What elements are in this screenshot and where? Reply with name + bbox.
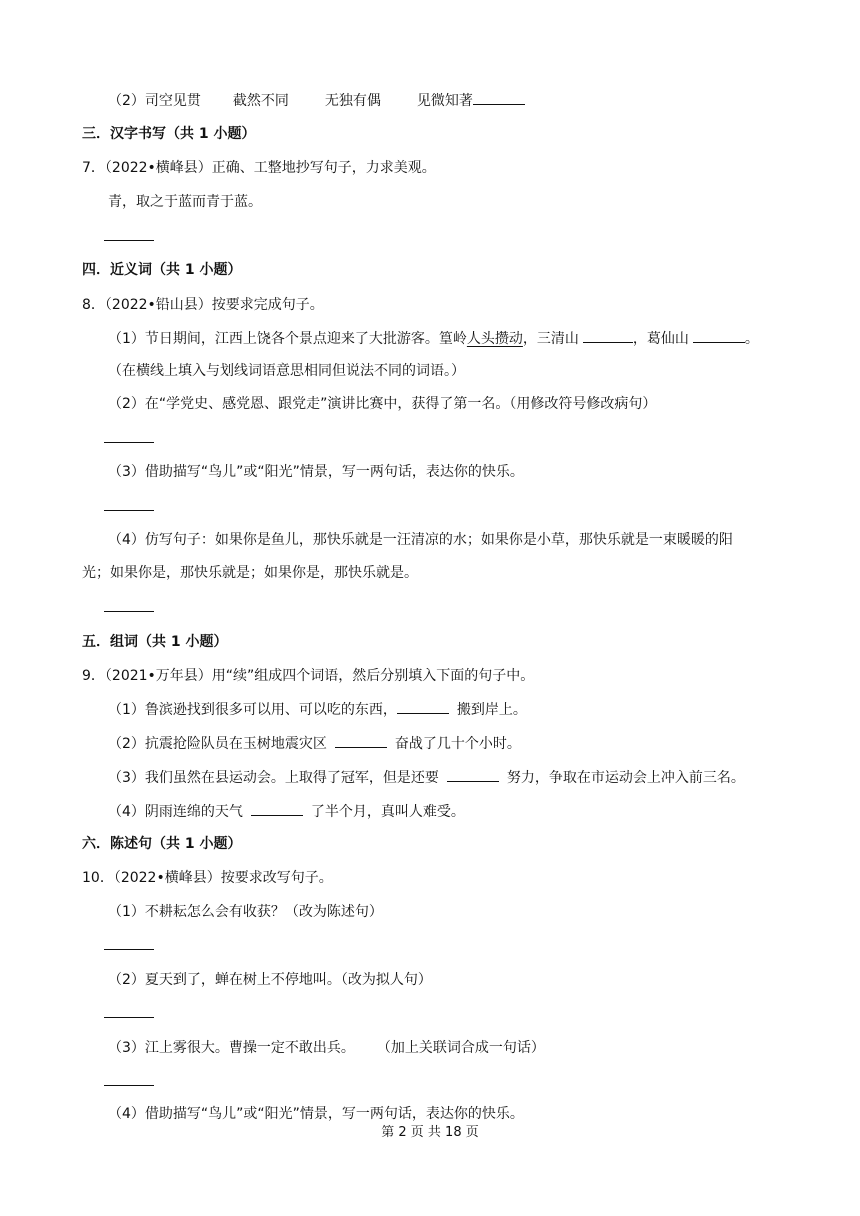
page-footer: 第 2 页 共 18 页 xyxy=(381,1125,479,1140)
q8-item2-answer-line[interactable] xyxy=(104,442,154,443)
q10-item2: （2）夏天到了，蝉在树上不停地叫。（改为拟人句） xyxy=(108,972,432,988)
answer-blank[interactable] xyxy=(335,733,387,748)
q8-item4-line2: 光；如果你是，那快乐就是；如果你是，那快乐就是。 xyxy=(82,565,418,581)
q8-item1-text-b: ，三清山 xyxy=(522,331,579,347)
answer-blank[interactable] xyxy=(693,328,745,343)
answer-blank[interactable] xyxy=(447,767,499,782)
q9-item3 xyxy=(108,767,745,788)
q8-item1-text-c: ，葛仙山 xyxy=(632,331,689,347)
q9-item2-text-b: 奋战了几十个小时。 xyxy=(394,736,521,752)
q7-answer-line[interactable] xyxy=(104,240,154,241)
q9-item3-text-b: 努力，争取在市运动会上冲入前三名。 xyxy=(506,770,745,786)
section-4-title: 四．近义词（共 1 小题） xyxy=(82,262,242,278)
q9-item3-text-a: （3）我们虽然在县运动会。上取得了冠军，但是还要 xyxy=(108,770,439,786)
q9-item4 xyxy=(108,801,465,822)
q10-item1: （1）不耕耘怎么会有收获？（改为陈述句） xyxy=(108,904,383,920)
q10-item3-text-b: （加上关联词合成一句话） xyxy=(376,1040,545,1056)
q10-item3 xyxy=(108,1038,545,1058)
q10-item3-text-a: （3）江上雾很大。曹操一定不敢出兵。 xyxy=(108,1040,355,1056)
q10-item4: （4）借助描写“鸟儿”或“阳光”情景，写一两句话，表达你的快乐。 xyxy=(108,1106,524,1122)
answer-blank[interactable] xyxy=(473,90,525,105)
q9-item1 xyxy=(108,699,527,720)
q6-item2-number: （2） xyxy=(108,93,145,109)
q8-item1-text-a: （1）节日期间，江西上饶各个景点迎来了大批游客。篁岭 xyxy=(108,331,467,347)
q8-item3-answer-line[interactable] xyxy=(104,510,154,511)
q8-item1-underlined: 人头攒动 xyxy=(466,331,523,347)
q6-word-1: 司空见贯 xyxy=(144,93,201,109)
q9-item2-text-a: （2）抗震抢险队员在玉树地震灾区 xyxy=(108,736,327,752)
answer-blank[interactable] xyxy=(583,328,633,343)
q8-item1-note: （在横线上填入与划线词语意思相同但说法不同的词语。） xyxy=(108,363,465,379)
section-6-title: 六．陈述句（共 1 小题） xyxy=(82,836,242,852)
q6-word-4: 见微知著 xyxy=(416,93,473,109)
q8-item1 xyxy=(108,328,759,349)
q6-word-2: 截然不同 xyxy=(232,93,289,109)
q9-item4-text-b: 了半个月，真叫人难受。 xyxy=(310,804,465,820)
q8-item4-line1: （4）仿写句子：如果你是鱼儿，那快乐就是一汪清凉的水；如果你是小草，那快乐就是一束暖暖的阳 xyxy=(108,532,733,548)
q8-item4-answer-line[interactable] xyxy=(104,611,154,612)
q6-word-3: 无独有偶 xyxy=(324,93,381,109)
q10-stem: 10．（2022•横峰县）按要求改写句子。 xyxy=(82,870,333,886)
q9-stem: 9．（2021•万年县）用“续”组成四个词语，然后分别填入下面的句子中。 xyxy=(82,668,535,684)
q6-item2 xyxy=(108,90,525,111)
q10-item3-answer-line[interactable] xyxy=(104,1085,154,1086)
q9-item4-text-a: （4）阴雨连绵的天气 xyxy=(108,804,243,820)
q8-item1-text-d: 。 xyxy=(744,331,759,347)
answer-blank[interactable] xyxy=(251,801,303,816)
q10-item2-answer-line[interactable] xyxy=(104,1017,154,1018)
q8-item3: （3）借助描写“鸟儿”或“阳光”情景，写一两句话，表达你的快乐。 xyxy=(108,464,524,480)
section-3-title: 三．汉字书写（共 1 小题） xyxy=(82,126,256,142)
section-5-title: 五．组词（共 1 小题） xyxy=(82,634,228,650)
q8-item2: （2）在“学党史、感党恩、跟党走”演讲比赛中，获得了第一名。（用修改符号修改病句） xyxy=(108,396,657,412)
answer-blank[interactable] xyxy=(397,699,449,714)
q9-item2 xyxy=(108,733,521,754)
q7-stem: 7．（2022•横峰县）正确、工整地抄写句子，力求美观。 xyxy=(82,160,436,176)
q8-stem: 8．（2022•铅山县）按要求完成句子。 xyxy=(82,297,324,313)
q7-sentence: 青，取之于蓝而青于蓝。 xyxy=(108,194,262,210)
q10-item1-answer-line[interactable] xyxy=(104,949,154,950)
q9-item1-text-b: 搬到岸上。 xyxy=(456,702,527,718)
q9-item1-text-a: （1）鲁滨逊找到很多可以用、可以吃的东西， xyxy=(108,702,397,718)
